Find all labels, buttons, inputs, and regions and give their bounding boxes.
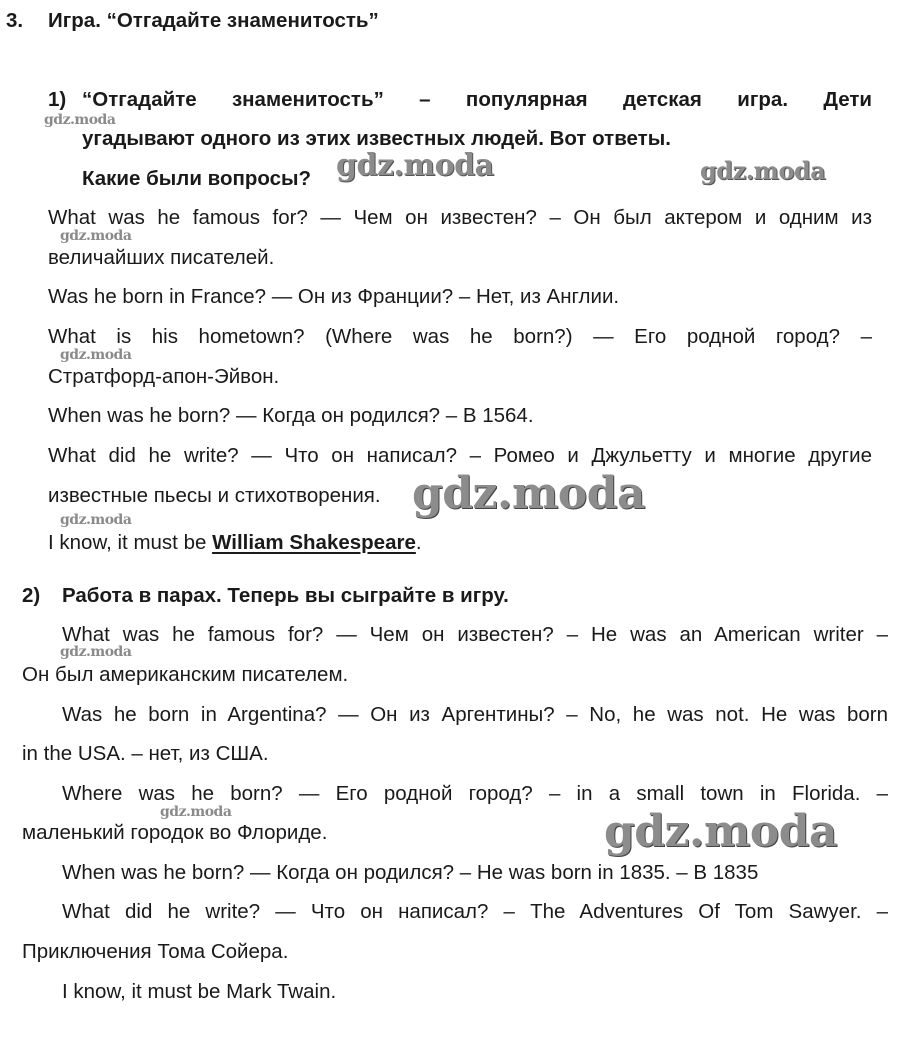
watermark: gdz.moda	[60, 347, 132, 363]
watermark: gdz.moda	[44, 112, 116, 128]
exercise-title: Игра. “Отгадайте знаменитость”	[48, 9, 379, 32]
watermark: gdz.moda	[160, 804, 232, 820]
part1-intro-line1: “Отгадайте знаменитость” – популярная детская игра. Дети	[82, 88, 872, 111]
p2-qa5-line2: Приключения Тома Сойера.	[22, 940, 289, 963]
p2-qa1-line2: Он был американским писателем.	[22, 663, 349, 686]
watermark: gdz.moda	[60, 512, 132, 528]
part1-intro-line3: Какие были вопросы?	[82, 167, 312, 190]
p1-qa3-line2: Стратфорд-апон-Эйвон.	[48, 365, 280, 388]
p1-qa5-line2: известные пьесы и стихотворения.	[48, 484, 381, 507]
p1-conclusion-suffix: .	[415, 531, 422, 554]
p2-qa5-line1: What did he write? — Что он написал? – The Adventures Of Tom Sawyer. –	[62, 900, 888, 923]
p1-qa3-line1: What is his hometown? (Where was he born?) — Его родной город? –	[48, 325, 872, 348]
watermark: gdz.moda	[336, 148, 494, 183]
p1-qa4-line1: When was he born? — Когда он родился? – В 1564.	[48, 404, 534, 427]
p1-qa1-line1: What was he famous for? — Чем он известен? – Он был актером и одним из	[48, 206, 872, 229]
p2-qa2-line1: Was he born in Argentina? — Он из Аргентины? – No, he was not. He was born	[62, 703, 888, 726]
p2-qa4-line1: When was he born? — Когда он родился? – He was born in 1835. – В 1835	[62, 861, 759, 884]
p2-qa1-line1: What was he famous for? — Чем он известен? – He was an American writer –	[62, 623, 888, 646]
p1-conclusion-prefix: I know, it must be	[48, 531, 213, 554]
p2-qa2-line2: in the USA. – нет, из США.	[22, 742, 269, 765]
part2-title: Работа в парах. Теперь вы сыграйте в игру.	[62, 584, 509, 607]
p1-qa5-line1: What did he write? — Что он написал? – Ромео и Джульетту и многие другие	[48, 444, 872, 467]
p1-qa1-line2: величайших писателей.	[48, 246, 275, 269]
part2-number: 2)	[22, 584, 41, 607]
p1-conclusion	[48, 530, 422, 556]
watermark: gdz.moda	[412, 468, 646, 519]
watermark: gdz.moda	[604, 806, 838, 857]
p2-conclusion: I know, it must be Mark Twain.	[62, 980, 337, 1003]
watermark: gdz.moda	[700, 156, 826, 185]
answer-william-shakespeare: William Shakespeare	[212, 531, 416, 554]
exercise-number: 3.	[6, 9, 24, 32]
part1-number: 1)	[48, 88, 67, 111]
p1-qa2-line1: Was he born in France? — Он из Франции? – Нет, из Англии.	[48, 285, 620, 308]
p2-qa3-line2: маленький городок во Флориде.	[22, 821, 328, 844]
watermark: gdz.moda	[60, 228, 132, 244]
part1-intro-line2: угадывают одного из этих известных людей. Вот ответы.	[82, 127, 671, 150]
p2-qa3-line1: Where was he born? — Его родной город? – in a small town in Florida. –	[62, 782, 888, 805]
watermark: gdz.moda	[60, 644, 132, 660]
